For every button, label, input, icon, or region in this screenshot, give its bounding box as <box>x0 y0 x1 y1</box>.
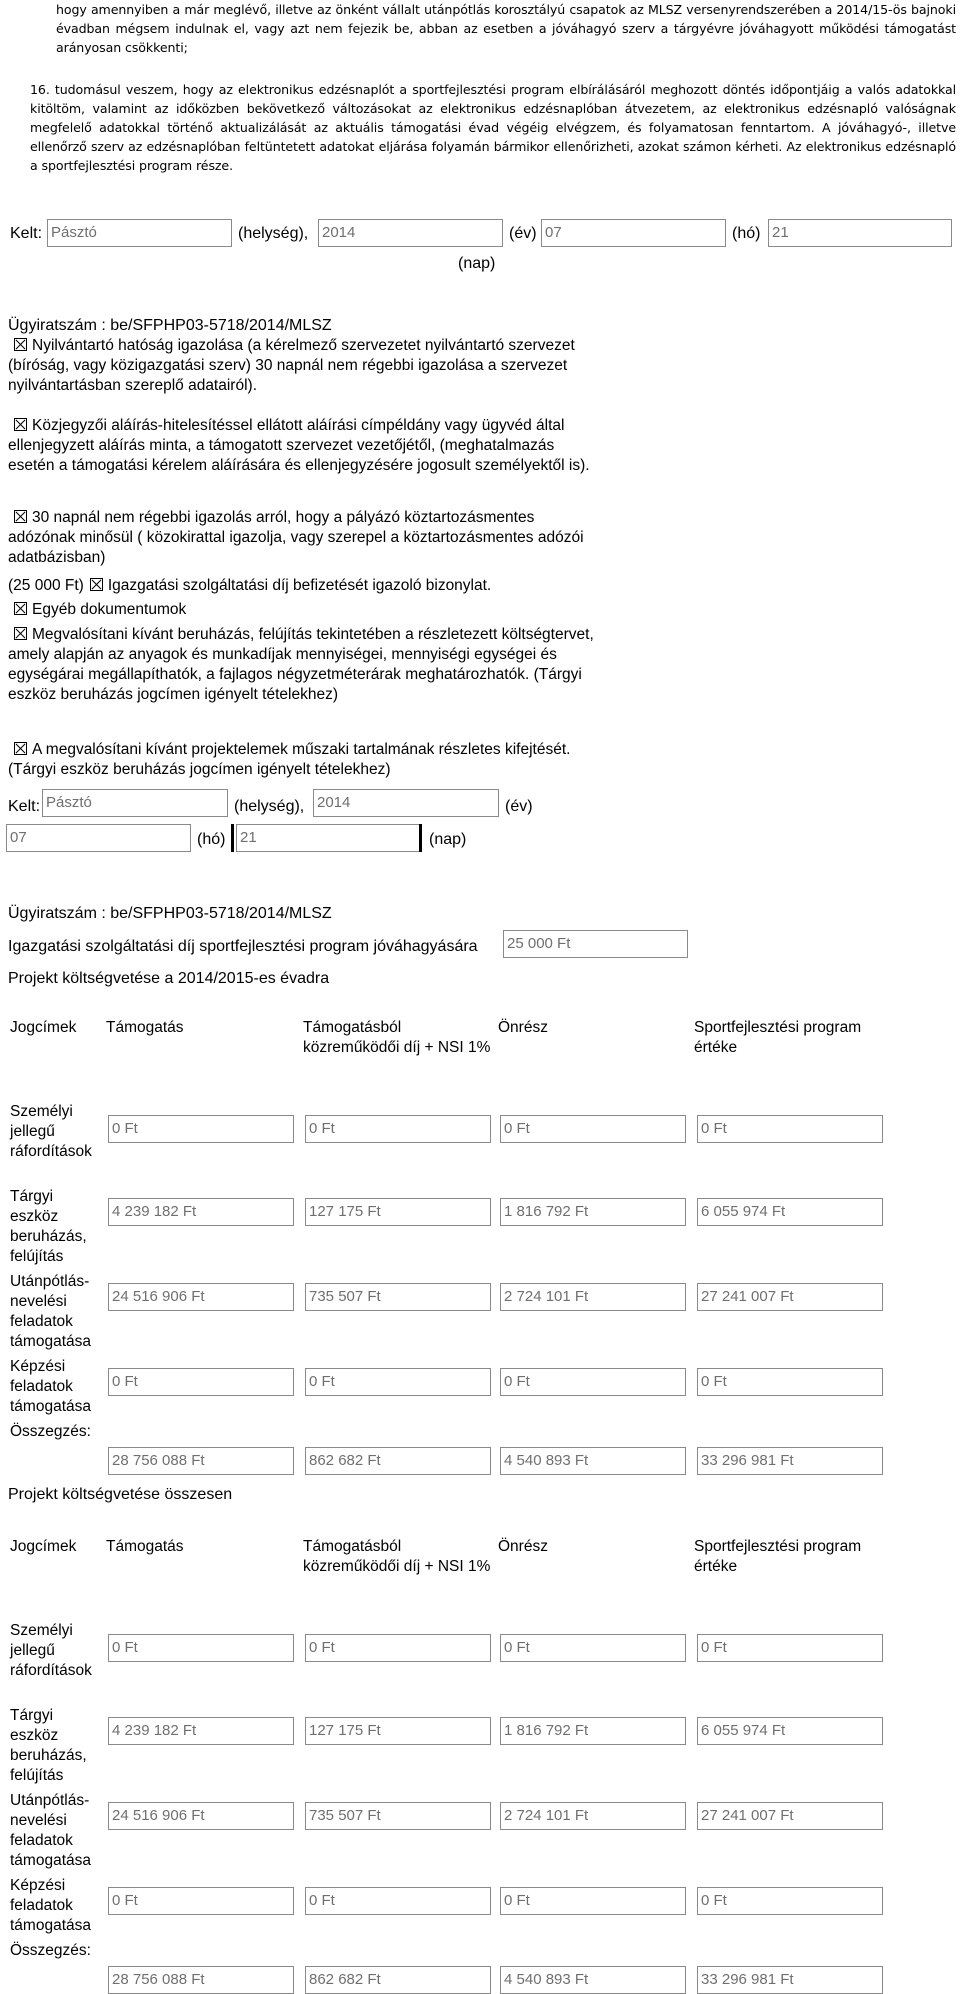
table-row-label: Képzési feladatok támogatása <box>10 1877 91 1934</box>
table-cell-field[interactable]: 0 Ft <box>108 1634 294 1662</box>
table-cell-field[interactable]: 735 507 Ft <box>305 1802 491 1830</box>
attachment-item-5-text: Egyéb dokumentumok <box>32 601 187 618</box>
attachment-item-2 <box>8 416 598 476</box>
table-cell-field[interactable]: 0 Ft <box>108 1887 294 1915</box>
table-cell-field[interactable]: 27 241 007 Ft <box>697 1283 883 1311</box>
place-field[interactable]: Pásztó <box>42 789 228 817</box>
text-cursor <box>419 824 422 852</box>
total-row-label: Összegzés: <box>10 1423 91 1440</box>
total-cell-field[interactable]: 33 296 981 Ft <box>697 1966 883 1994</box>
attachment-item-4-text: Igazgatási szolgáltatási díj befizetését igazoló bizonylat. <box>107 577 492 594</box>
total-cell-field[interactable]: 4 540 893 Ft <box>500 1966 686 1994</box>
table-header-cell: Jogcímek <box>10 1019 77 1036</box>
table-cell-field[interactable]: 2 724 101 Ft <box>500 1802 686 1830</box>
table-row-label: Képzési feladatok támogatása <box>10 1358 91 1415</box>
attachment-item-1 <box>8 336 598 396</box>
total-cell-field[interactable]: 862 682 Ft <box>305 1966 491 1994</box>
table-cell-field[interactable]: 127 175 Ft <box>305 1198 491 1226</box>
table-row-label: Tárgyi eszköz beruházás, felújítás <box>10 1707 87 1784</box>
year-field[interactable]: 2014 <box>313 789 499 817</box>
place-unit-label: (helység), <box>234 798 305 815</box>
table-cell-field[interactable]: 24 516 906 Ft <box>108 1802 294 1830</box>
checked-checkbox-icon[interactable] <box>14 627 27 640</box>
checked-checkbox-icon[interactable] <box>14 418 27 431</box>
attachment-item-6-text: Megvalósítani kívánt beruházás, felújítás tekintetében a részletezett költségtervet, amely alapján az anyagok és munkadíjak mennyiségei, mennyiségi egységei és egységárai megállapíthatók, a fajlagos négyzetméterárak meghatározhatók. (Tárgyi eszköz beruházás jogcímen igényelt tételekhez) <box>8 626 594 703</box>
case-number: Ügyiratszám : be/SFPHP03-5718/2014/MLSZ <box>8 905 332 922</box>
table-cell-field[interactable]: 0 Ft <box>697 1115 883 1143</box>
table-header-cell: Önrész <box>498 1019 548 1036</box>
table-cell-field[interactable]: 735 507 Ft <box>305 1283 491 1311</box>
attachment-item-6 <box>8 625 598 705</box>
checked-checkbox-icon[interactable] <box>14 602 27 615</box>
table-cell-field[interactable]: 0 Ft <box>108 1115 294 1143</box>
intro-continuation-text: hogy amennyiben a már meglévő, illetve az önként vállalt utánpótlás korosztályú csapatok az MLSZ versenyrendszerében a 2014/15-ös bajnoki évadban mégsem indulnak el, vagy azt nem fejezik be, abban az esetben a jóváhagyó szerv a tárgyévre jóváhagyott működési támogatást arányosan csökkenti; <box>56 2 956 55</box>
case-number: Ügyiratszám : be/SFPHP03-5718/2014/MLSZ <box>8 317 332 334</box>
table-row-label: Tárgyi eszköz beruházás, felújítás <box>10 1188 87 1265</box>
focus-marker <box>231 824 234 852</box>
item-16-text: 16. tudomásul veszem, hogy az elektronikus edzésnaplót a sportfejlesztési program elbírálásáról meghozott döntés időpontjáig a valós adatokkal kitöltöm, valamint az időközben bekövetkező változásokat az elektronikus edzésnaplóban átvezetem, az elektronikus edzésnapló valóságnak megfelelő adatokkal történő aktualizálását az aktuális támogatási évad végéig elvégzem, és folyamatosan fenntartom. A jóváhagyó-, illetve ellenőrző szerv az edzésnaplóban feltüntetett adatokat eljárása folyamán bármikor ellenőrizheti, azokat számon kérheti. Az elektronikus edzésnapló a sportfejlesztési program része. <box>30 82 956 173</box>
table-row-label: Személyi jellegű ráfordítások <box>10 1622 92 1679</box>
table-cell-field[interactable]: 24 516 906 Ft <box>108 1283 294 1311</box>
attachment-item-5 <box>8 600 598 620</box>
attachment-item-1-text: Nyilvántartó hatóság igazolása (a kérelmező szervezetet nyilvántartó szervezet (bíróság, vagy közigazgatási szerv) 30 napnál nem régebbi igazolása a szervezet nyilvántartásban szereplő adatairól). <box>8 337 575 394</box>
table-cell-field[interactable]: 0 Ft <box>305 1368 491 1396</box>
table-header-cell: Sportfejlesztési program értéke <box>694 1019 862 1056</box>
table-cell-field[interactable]: 0 Ft <box>697 1368 883 1396</box>
table-cell-field[interactable]: 6 055 974 Ft <box>697 1717 883 1745</box>
table-cell-field[interactable]: 6 055 974 Ft <box>697 1198 883 1226</box>
table-cell-field[interactable]: 0 Ft <box>108 1368 294 1396</box>
year-field[interactable]: 2014 <box>318 219 503 247</box>
table-header-cell: Sportfejlesztési program értéke <box>694 1538 862 1575</box>
fee-label: Igazgatási szolgáltatási díj sportfejlesztési program jóváhagyására <box>8 938 478 955</box>
day-unit-label: (nap) <box>458 255 496 272</box>
fee-value-field[interactable]: 25 000 Ft <box>503 930 688 958</box>
attachment-item-7-text: A megvalósítani kívánt projektelemek műszaki tartalmának részletes kifejtését. (Tárgyi eszköz beruházás jogcímen igényelt tételekhez) <box>8 741 571 778</box>
day-unit-label: (nap) <box>429 831 467 848</box>
table-header-cell: Önrész <box>498 1538 548 1555</box>
attachment-item-3 <box>8 508 598 568</box>
table-cell-field[interactable]: 1 816 792 Ft <box>500 1198 686 1226</box>
table-cell-field[interactable]: 0 Ft <box>500 1368 686 1396</box>
attachment-item-7 <box>8 740 598 780</box>
attachment-item-2-text: Közjegyzői aláírás-hitelesítéssel ellátott aláírási címpéldány vagy ügyvéd által ellenjegyzett aláírás minta, a támogatott szervezet vezetőjétől, (meghatalmazás esetén a támogatási kérelem aláírására és ellenjegyzésére jogosult személyektől is). <box>8 417 590 474</box>
table-cell-field[interactable]: 0 Ft <box>500 1115 686 1143</box>
table-row-label: Személyi jellegű ráfordítások <box>10 1103 92 1160</box>
table-cell-field[interactable]: 0 Ft <box>697 1887 883 1915</box>
table-cell-field[interactable]: 0 Ft <box>697 1634 883 1662</box>
total-cell-field[interactable]: 33 296 981 Ft <box>697 1447 883 1475</box>
season-budget-title: Projekt költségvetése a 2014/2015-es évadra <box>8 970 330 987</box>
table-cell-field[interactable]: 2 724 101 Ft <box>500 1283 686 1311</box>
month-unit-label: (hó) <box>732 225 761 242</box>
table-cell-field[interactable]: 0 Ft <box>500 1887 686 1915</box>
attachment-item-3-text: 30 napnál nem régebbi igazolás arról, hogy a pályázó köztartozásmentes adózónak minősül ( közokirattal igazolja, vagy szerepel a köztartozásmentes adózói adatbázisban) <box>8 509 584 566</box>
kelt-label: Kelt: <box>8 798 41 815</box>
table-cell-field[interactable]: 127 175 Ft <box>305 1717 491 1745</box>
total-cell-field[interactable]: 862 682 Ft <box>305 1447 491 1475</box>
table-row-label: Utánpótlás-nevelési feladatok támogatása <box>10 1273 91 1350</box>
day-field[interactable]: 21 <box>236 824 421 852</box>
table-header-cell: Támogatás <box>106 1019 184 1036</box>
table-header-cell: Támogatásból közreműködői díj + NSI 1% <box>303 1538 491 1575</box>
attachment-item-4 <box>8 576 628 596</box>
table-cell-field[interactable]: 4 239 182 Ft <box>108 1717 294 1745</box>
table-header-cell: Támogatás <box>106 1538 184 1555</box>
month-field[interactable]: 07 <box>6 824 191 852</box>
table-header-cell: Jogcímek <box>10 1538 77 1555</box>
checked-checkbox-icon[interactable] <box>14 338 27 351</box>
table-row-label: Utánpótlás-nevelési feladatok támogatása <box>10 1792 91 1869</box>
year-unit-label: (év) <box>505 798 533 815</box>
table-cell-field[interactable]: 0 Ft <box>500 1634 686 1662</box>
total-cell-field[interactable]: 4 540 893 Ft <box>500 1447 686 1475</box>
total-row-label: Összegzés: <box>10 1942 91 1959</box>
table-cell-field[interactable]: 27 241 007 Ft <box>697 1802 883 1830</box>
checked-checkbox-icon[interactable] <box>14 742 27 755</box>
month-unit-label: (hó) <box>197 831 226 848</box>
table-cell-field[interactable]: 4 239 182 Ft <box>108 1198 294 1226</box>
table-header-cell: Támogatásból közreműködői díj + NSI 1% <box>303 1019 491 1056</box>
total-budget-title: Projekt költségvetése összesen <box>8 1486 233 1503</box>
month-field[interactable]: 07 <box>541 219 726 247</box>
year-unit-label: (év) <box>509 225 537 242</box>
table-cell-field[interactable]: 1 816 792 Ft <box>500 1717 686 1745</box>
place-unit-label: (helység), <box>238 225 309 242</box>
table-cell-field[interactable]: 0 Ft <box>305 1887 491 1915</box>
checked-checkbox-icon[interactable] <box>90 578 103 591</box>
kelt-label: Kelt: <box>10 225 43 242</box>
day-field[interactable]: 21 <box>768 219 952 247</box>
checked-checkbox-icon[interactable] <box>14 510 27 523</box>
place-field[interactable]: Pásztó <box>47 219 232 247</box>
table-cell-field[interactable]: 0 Ft <box>305 1115 491 1143</box>
table-cell-field[interactable]: 0 Ft <box>305 1634 491 1662</box>
total-cell-field[interactable]: 28 756 088 Ft <box>108 1966 294 1994</box>
fee-amount: (25 000 Ft) <box>8 577 84 594</box>
total-cell-field[interactable]: 28 756 088 Ft <box>108 1447 294 1475</box>
